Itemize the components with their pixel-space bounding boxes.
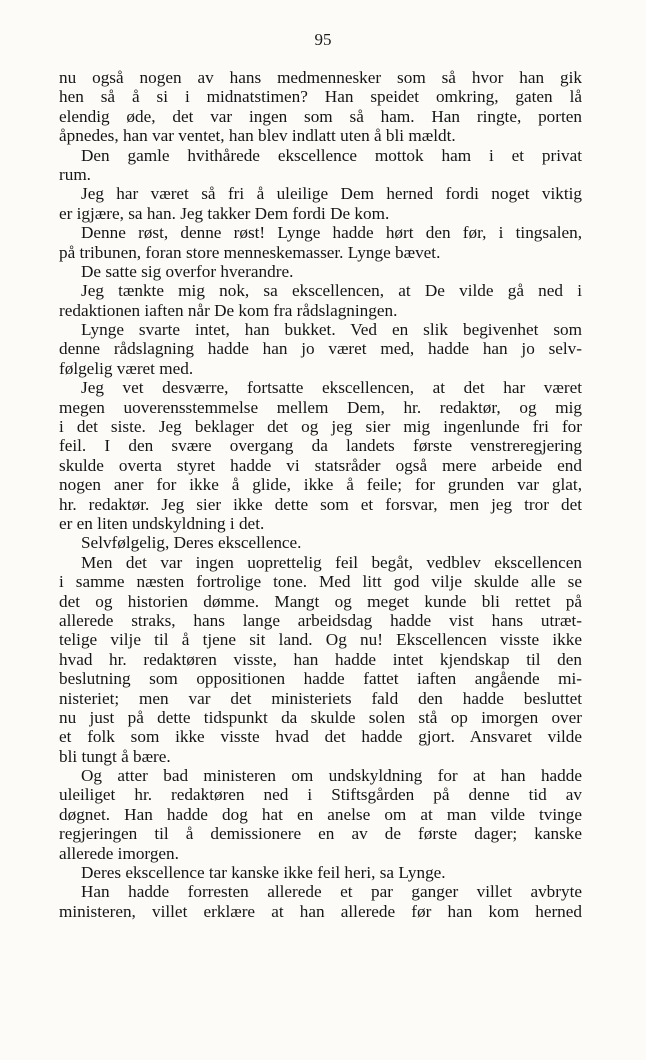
text-line: ministeren, villet erklære at han allerede før han kom herned	[59, 901, 582, 921]
text-line: telige vilje til å tjene sit land. Og nu! Ekscellencen visste ikke	[59, 630, 582, 650]
text-line: Denne røst, denne røst! Lynge hadde hørt den før, i tingsalen,	[81, 223, 582, 243]
text-line: et folk som ikke visste hvad det hadde gjort. Ansvaret vilde	[59, 727, 582, 747]
text-line: nu just på dette tidspunkt da skulde solen stå op imorgen over	[59, 707, 582, 727]
text-line: redaktionen iaften når De kom fra rådslagningen.	[59, 300, 398, 320]
text-line: hvad hr. redaktøren visste, han hadde intet kjendskap til den	[59, 649, 582, 669]
text-line: Jeg tænkte mig nok, sa ekscellencen, at De vilde gå ned i	[81, 281, 582, 301]
text-line: skulde overta styret hadde vi statsråder også mere arbeide end	[59, 455, 582, 475]
text-line: hr. redaktør. Jeg sier ikke dette som et forsvar, men jeg tror det	[59, 494, 582, 514]
text-line: i samme næsten fortrolige tone. Med litt god vilje skulde alle se	[59, 572, 582, 592]
text-line: nu også nogen av hans medmennesker som så hvor han gik	[59, 68, 582, 87]
text-line: nisteriet; men var det ministeriets fald den hadde besluttet	[59, 688, 582, 708]
text-line: nogen aner for ikke å glide, ikke å feile; for grunden var glat,	[59, 475, 582, 495]
text-line: Deres ekscellence tar kanske ikke feil heri, sa Lynge.	[81, 863, 446, 883]
text-line: på tribunen, foran store menneskemasser. Lynge bævet.	[59, 242, 441, 262]
text-line: megen uoverensstemmelse mellem Dem, hr. redaktør, og mig	[59, 397, 582, 417]
text-line: hen så å si i midnatstimen? Han speidet omkring, gaten lå	[59, 87, 582, 107]
text-line: feil. I den svære overgang da landets første venstreregjering	[59, 436, 582, 456]
text-line: Men det var ingen uoprettelig feil begåt, vedblev ekscellencen	[81, 552, 582, 572]
text-line: Jeg har været så fri å uleilige Dem herned fordi noget viktig	[81, 184, 582, 204]
page-number: 95	[314, 30, 332, 49]
text-line: er en liten undskyldning i det.	[59, 513, 265, 533]
text-line: bli tungt å bære.	[59, 746, 171, 766]
text-line: uleiliget hr. redaktøren ned i Stiftsgården på denne tid av	[59, 785, 582, 805]
text-line: Lynge svarte intet, han bukket. Ved en slik begivenhet som	[81, 320, 582, 340]
text-line: i det siste. Jeg beklager det og jeg sier mig ingenlunde fri for	[59, 417, 582, 437]
text-line: det og historien dømme. Mangt og meget kunde bli rettet på	[59, 591, 582, 611]
text-line: døgnet. Han hadde dog hat en anelse om at man vilde tvinge	[59, 804, 582, 824]
text-line: regjeringen til å demissionere en av de første dager; kanske	[59, 824, 582, 844]
text-line: allerede straks, hans lange arbeidsdag hadde vist hans utræt-	[59, 610, 582, 630]
text-line: åpnedes, han var ventet, han blev indlatt uten å bli mældt.	[59, 126, 456, 146]
text-line: Den gamle hvithårede ekscellence mottok ham i et privat	[81, 145, 582, 165]
body-text	[59, 68, 582, 921]
text-line: Selvfølgelig, Deres ekscellence.	[81, 533, 302, 553]
text-line: elendig øde, det var ingen som så ham. Han ringte, porten	[59, 106, 582, 126]
text-line: beslutning som oppositionen hadde fattet iaften angående mi-	[59, 669, 582, 689]
text-line: Og atter bad ministeren om undskyldning for at han hadde	[81, 766, 582, 786]
text-line: er igjære, sa han. Jeg takker Dem fordi De kom.	[59, 203, 390, 223]
text-line: denne rådslagning hadde han jo været med, hadde han jo selv-	[59, 339, 582, 359]
text-line: følgelig været med.	[59, 358, 194, 378]
text-line: allerede imorgen.	[59, 843, 179, 863]
text-line: Han hadde forresten allerede et par ganger villet avbryte	[81, 882, 582, 902]
text-line: Jeg vet desværre, fortsatte ekscellencen, at det har været	[81, 378, 582, 398]
text-line: rum.	[59, 164, 91, 184]
text-line: De satte sig overfor hverandre.	[81, 261, 294, 281]
